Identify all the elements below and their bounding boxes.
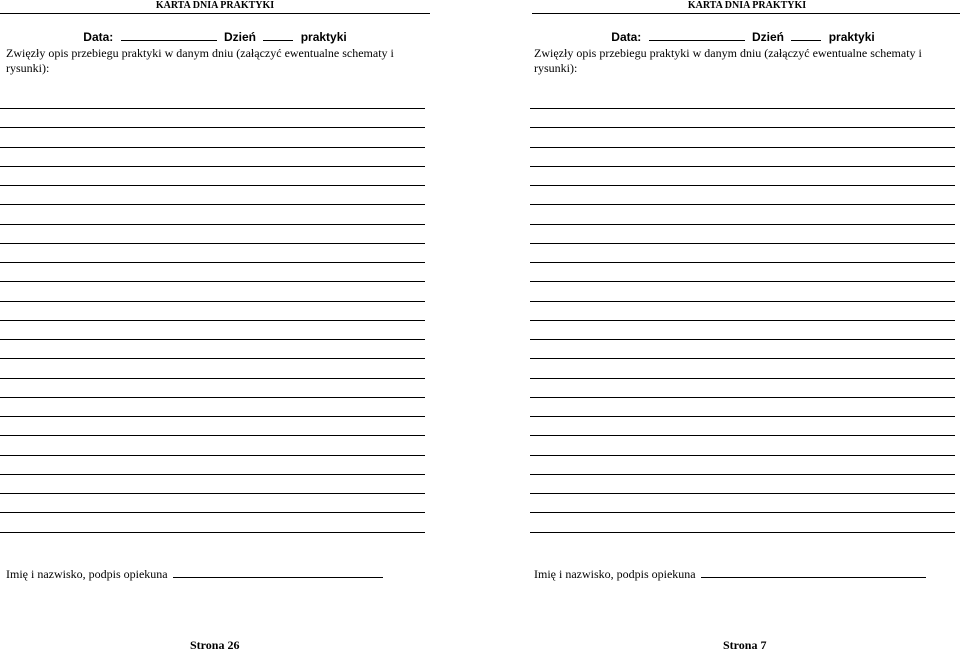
writing-line [530, 204, 955, 205]
writing-line [0, 243, 425, 244]
signature-line [534, 566, 926, 582]
writing-line [530, 416, 955, 417]
day-field[interactable] [791, 28, 821, 41]
writing-line [530, 166, 955, 167]
writing-line [530, 493, 955, 494]
signature-label: Imię i nazwisko, podpis opiekuna [534, 567, 696, 581]
date-label: Data: [611, 30, 642, 44]
writing-line [0, 493, 425, 494]
writing-line [0, 512, 425, 513]
writing-line [0, 532, 425, 533]
writing-line [530, 127, 955, 128]
writing-line [0, 281, 425, 282]
writing-line [530, 320, 955, 321]
writing-line [0, 147, 425, 148]
writing-line [0, 339, 425, 340]
writing-line [530, 185, 955, 186]
writing-line [0, 378, 425, 379]
writing-line [0, 416, 425, 417]
writing-line [530, 358, 955, 359]
writing-line [530, 147, 955, 148]
date-line [528, 28, 958, 45]
writing-line [530, 339, 955, 340]
writing-line [0, 455, 425, 456]
date-field[interactable] [121, 28, 217, 41]
writing-line [0, 358, 425, 359]
writing-line [530, 243, 955, 244]
practice-label: praktyki [828, 30, 875, 44]
writing-line [0, 474, 425, 475]
writing-line [0, 224, 425, 225]
signature-field[interactable] [173, 566, 383, 578]
right-page [528, 0, 958, 652]
date-line [0, 28, 430, 45]
practice-label: praktyki [300, 30, 347, 44]
writing-line [530, 108, 955, 109]
writing-line [0, 435, 425, 436]
writing-line [530, 435, 955, 436]
writing-line [530, 512, 955, 513]
writing-line [0, 127, 425, 128]
writing-line [530, 532, 955, 533]
date-field[interactable] [649, 28, 745, 41]
writing-line [530, 378, 955, 379]
signature-label: Imię i nazwisko, podpis opiekuna [6, 567, 168, 581]
writing-line [530, 224, 955, 225]
day-label: Dzień [223, 30, 256, 44]
date-label: Data: [83, 30, 114, 44]
page-header: KARTA DNIA PRAKTYKI [0, 0, 430, 14]
writing-line [0, 262, 425, 263]
page-number: Strona 7 [723, 638, 767, 652]
writing-line [530, 281, 955, 282]
left-page [0, 0, 430, 652]
writing-line [530, 397, 955, 398]
writing-line [0, 397, 425, 398]
day-field[interactable] [263, 28, 293, 41]
writing-line [530, 474, 955, 475]
writing-line [0, 185, 425, 186]
writing-line [530, 455, 955, 456]
signature-field[interactable] [701, 566, 926, 578]
page-number: Strona 26 [190, 638, 240, 652]
writing-line [530, 262, 955, 263]
writing-line [0, 166, 425, 167]
description-instructions: Zwięzły opis przebiegu praktyki w danym dniu (załączyć ewentualne schematy i rysunki): [534, 46, 922, 75]
signature-line [6, 566, 383, 582]
writing-line [0, 108, 425, 109]
writing-line [0, 204, 425, 205]
writing-line [530, 301, 955, 302]
day-label: Dzień [751, 30, 784, 44]
page-header: KARTA DNIA PRAKTYKI [532, 0, 960, 14]
writing-line [0, 301, 425, 302]
description-instructions: Zwięzły opis przebiegu praktyki w danym dniu (załączyć ewentualne schematy i rysunki): [6, 46, 394, 75]
writing-line [0, 320, 425, 321]
